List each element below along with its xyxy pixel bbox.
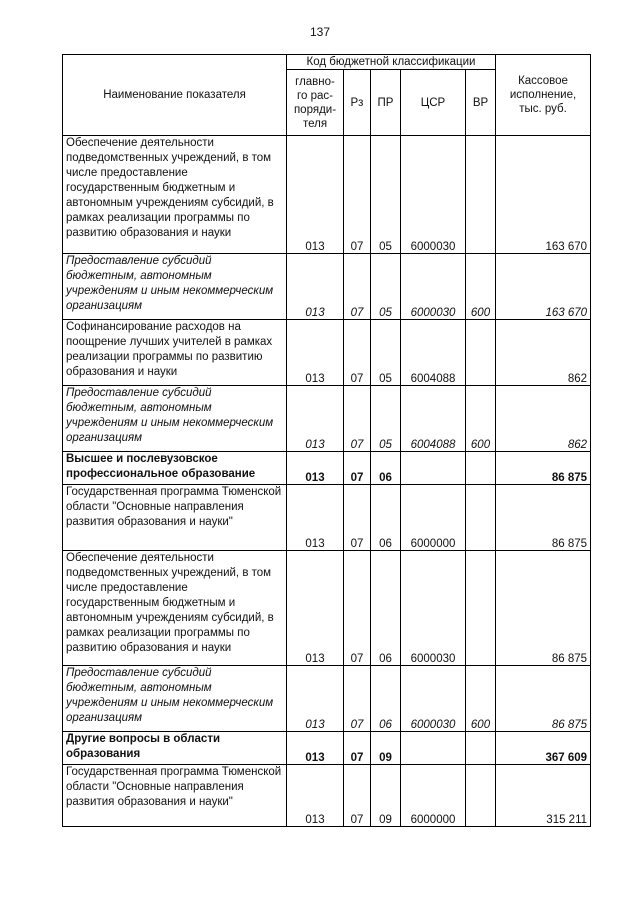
- row-vr-cell: [466, 551, 496, 666]
- table-row: [63, 254, 591, 320]
- row-csr-cell: 6004088: [401, 320, 466, 386]
- row-amount-cell: 315 211: [496, 765, 591, 827]
- row-amount-cell: 86 875: [496, 452, 591, 485]
- row-rz-cell: 07: [344, 136, 371, 254]
- row-csr-cell: 6000000: [401, 485, 466, 551]
- header-csr: ЦСР: [401, 70, 466, 136]
- row-gr-cell: 013: [287, 551, 344, 666]
- row-rz-cell: 07: [344, 732, 371, 765]
- table-row: [63, 386, 591, 452]
- row-gr-cell: 013: [287, 452, 344, 485]
- row-amount-cell: 86 875: [496, 485, 591, 551]
- table-row: [63, 732, 591, 765]
- table-row: [63, 485, 591, 551]
- table-row: [63, 136, 591, 254]
- table-row: [63, 320, 591, 386]
- row-csr-cell: 6000030: [401, 551, 466, 666]
- row-pr-cell: 05: [371, 136, 401, 254]
- row-csr-cell: [401, 732, 466, 765]
- row-amount-cell: 163 670: [496, 136, 591, 254]
- row-vr-cell: [466, 732, 496, 765]
- row-vr-cell: [466, 136, 496, 254]
- row-csr-cell: 6000030: [401, 254, 466, 320]
- row-pr-cell: 06: [371, 551, 401, 666]
- row-rz-cell: 07: [344, 551, 371, 666]
- row-vr-cell: 600: [466, 666, 496, 732]
- header-name: Наименование показателя: [63, 55, 287, 136]
- row-amount-cell: 163 670: [496, 254, 591, 320]
- row-rz-cell: 07: [344, 386, 371, 452]
- row-gr-cell: 013: [287, 254, 344, 320]
- row-gr-cell: 013: [287, 485, 344, 551]
- row-pr-cell: 05: [371, 320, 401, 386]
- header-amount: Кассовое исполнение, тыс. руб.: [496, 55, 591, 136]
- row-name-cell: Софинансирование расходов на поощрение лучших учителей в рамках реализации программы по развитию образования и науки: [63, 320, 287, 386]
- row-gr-cell: 013: [287, 732, 344, 765]
- row-pr-cell: 09: [371, 732, 401, 765]
- row-gr-cell: 013: [287, 765, 344, 827]
- row-pr-cell: 09: [371, 765, 401, 827]
- row-amount-cell: 86 875: [496, 666, 591, 732]
- row-gr-cell: 013: [287, 386, 344, 452]
- row-name-cell: Государственная программа Тюменской области "Основные направления развития образования и науки": [63, 765, 287, 827]
- row-csr-cell: [401, 452, 466, 485]
- row-vr-cell: [466, 320, 496, 386]
- row-name-cell: Обеспечение деятельности подведомственных учреждений, в том числе предоставление государственным бюджетным и автономным учреждениям субсидий, в рамках реализации программы по развитию образования и науки: [63, 551, 287, 666]
- header-rz: Рз: [344, 70, 371, 136]
- row-rz-cell: 07: [344, 254, 371, 320]
- row-rz-cell: 07: [344, 485, 371, 551]
- header-vr: ВР: [466, 70, 496, 136]
- row-pr-cell: 05: [371, 254, 401, 320]
- header-gr: главно-го рас-поряди-теля: [287, 70, 344, 136]
- row-csr-cell: 6000030: [401, 136, 466, 254]
- row-csr-cell: 6000000: [401, 765, 466, 827]
- row-name-cell: Другие вопросы в области образования: [63, 732, 287, 765]
- row-name-cell: Государственная программа Тюменской области "Основные направления развития образования и науки": [63, 485, 287, 551]
- table-row: [63, 765, 591, 827]
- row-name-cell: Высшее и послевузовское профессиональное образование: [63, 452, 287, 485]
- row-name-cell: Предоставление субсидий бюджетным, автономным учреждениям и иным некоммерческим организациям: [63, 254, 287, 320]
- row-name-cell: Предоставление субсидий бюджетным, автономным учреждениям и иным некоммерческим организациям: [63, 666, 287, 732]
- row-amount-cell: 862: [496, 386, 591, 452]
- row-rz-cell: 07: [344, 765, 371, 827]
- row-csr-cell: 6004088: [401, 386, 466, 452]
- row-pr-cell: 05: [371, 386, 401, 452]
- row-pr-cell: 06: [371, 666, 401, 732]
- row-vr-cell: [466, 452, 496, 485]
- row-vr-cell: [466, 765, 496, 827]
- table-row: [63, 666, 591, 732]
- row-vr-cell: 600: [466, 254, 496, 320]
- row-amount-cell: 367 609: [496, 732, 591, 765]
- row-pr-cell: 06: [371, 485, 401, 551]
- row-rz-cell: 07: [344, 320, 371, 386]
- row-gr-cell: 013: [287, 320, 344, 386]
- row-amount-cell: 86 875: [496, 551, 591, 666]
- row-amount-cell: 862: [496, 320, 591, 386]
- row-name-cell: Предоставление субсидий бюджетным, автономным учреждениям и иным некоммерческим организациям: [63, 386, 287, 452]
- table-body: [63, 136, 591, 827]
- budget-table: [62, 54, 591, 827]
- row-rz-cell: 07: [344, 452, 371, 485]
- row-name-cell: Обеспечение деятельности подведомственных учреждений, в том числе предоставление государственным бюджетным и автономным учреждениям субсидий, в рамках реализации программы по развитию образования и науки: [63, 136, 287, 254]
- row-gr-cell: 013: [287, 666, 344, 732]
- row-csr-cell: 6000030: [401, 666, 466, 732]
- table-row: [63, 452, 591, 485]
- row-gr-cell: 013: [287, 136, 344, 254]
- row-pr-cell: 06: [371, 452, 401, 485]
- row-vr-cell: 600: [466, 386, 496, 452]
- row-vr-cell: [466, 485, 496, 551]
- row-rz-cell: 07: [344, 666, 371, 732]
- page-number: 137: [309, 25, 331, 39]
- header-code-group: Код бюджетной классификации: [287, 55, 496, 70]
- table-row: [63, 551, 591, 666]
- header-pr: ПР: [371, 70, 401, 136]
